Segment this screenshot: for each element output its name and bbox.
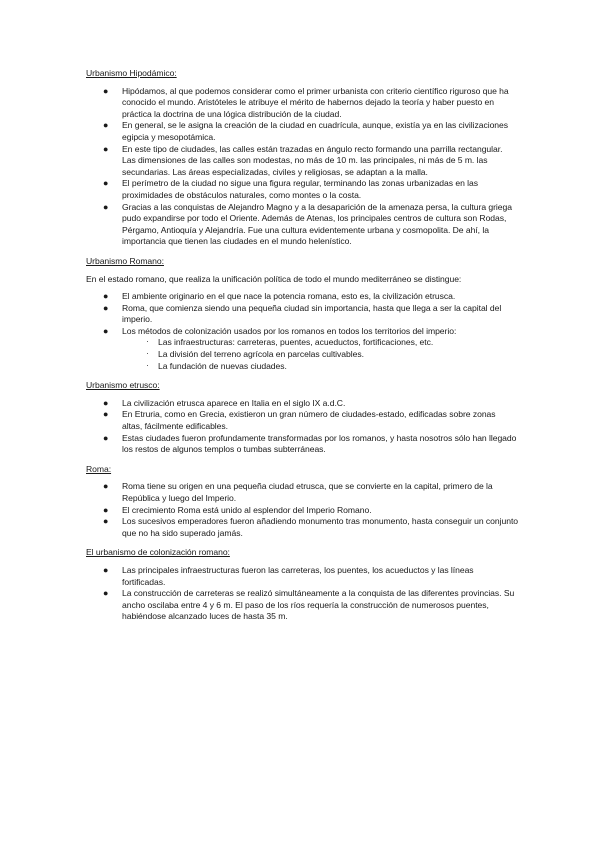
bullet-list bbox=[86, 481, 518, 539]
list-item-text: En este tipo de ciudades, las calles están trazadas en ángulo recto formando una parrilla rectangular. Las dimensiones de las calles son modestas, no más de 10 m. las principales, ni más de 5 m. las secundarias. Las áreas especializadas, civiles y religiosas, se adaptan a la malla. bbox=[122, 143, 503, 177]
bullet-icon: ● bbox=[103, 85, 109, 96]
list-item-text: Las principales infraestructuras fueron las carreteras, los puentes, los acueductos y las líneas fortificadas. bbox=[122, 564, 474, 587]
section-heading: Urbanismo Hipodámico: bbox=[86, 68, 177, 78]
list-item bbox=[86, 588, 518, 623]
section-intro: En el estado romano, que realiza la unificación política de todo el mundo mediterráneo se distingue: bbox=[86, 273, 462, 284]
document-body bbox=[86, 68, 518, 631]
list-item-text: El perímetro de la ciudad no sigue una figura regular, terminando las zonas urbanizadas en las proximidades de obstáculos naturales, como montes o la costa. bbox=[122, 178, 478, 200]
sub-list-item-text: La división del terreno agrícola en parcelas cultivables. bbox=[158, 349, 364, 360]
bullet-icon: ● bbox=[103, 409, 109, 420]
list-item-text: Roma tiene su origen en una pequeña ciudad etrusca, que se convierte en la capital, primero de la República y luego del Imperio. bbox=[122, 481, 493, 503]
bullet-icon: ● bbox=[103, 143, 109, 154]
list-item bbox=[86, 202, 518, 248]
list-item-text: El ambiente originario en el que nace la potencia romana, esto es, la civilización etrusca. bbox=[122, 291, 456, 302]
list-item-text: Estas ciudades fueron profundamente transformadas por los romanos, y hasta nosotros sólo han llegado los restos de algunos templos o tumbas subterráneas. bbox=[122, 432, 517, 455]
section-heading: El urbanismo de colonización romano: bbox=[86, 547, 230, 558]
bullet-icon: ● bbox=[103, 291, 109, 302]
sub-bullet-list bbox=[122, 337, 518, 372]
list-item-text: Gracias a las conquistas de Alejandro Magno y a la desaparición de la amenaza persa, la cultura griega pudo expandirse por todo el Oriente. Además de Atenas, los principales centros de cultura son Rodas, Pérgamo, Antioquía y Alejandría. Fue una cultura evidentemente urbana y cosmopolita. De ahí, la importancia que tienen las ciudades en el mundo helenístico. bbox=[122, 201, 512, 247]
list-item bbox=[86, 178, 518, 201]
list-item bbox=[86, 481, 518, 504]
sub-list-item bbox=[122, 361, 518, 373]
bullet-icon: ● bbox=[103, 201, 109, 212]
bullet-list bbox=[86, 291, 518, 372]
bullet-icon: ● bbox=[103, 397, 109, 408]
list-item bbox=[86, 120, 518, 143]
section-urbanismo-etrusco bbox=[86, 380, 518, 456]
list-item bbox=[86, 409, 518, 432]
sub-list-item bbox=[122, 349, 518, 361]
list-item bbox=[86, 433, 518, 456]
list-item bbox=[86, 516, 518, 539]
bullet-icon: ● bbox=[103, 432, 109, 443]
list-item bbox=[86, 398, 518, 410]
section-heading: Roma: bbox=[86, 463, 112, 474]
sub-bullet-icon: · bbox=[146, 336, 149, 347]
section-heading: Urbanismo Romano: bbox=[86, 255, 164, 266]
list-item bbox=[86, 144, 518, 179]
section-urbanismo-romano bbox=[86, 256, 518, 372]
bullet-icon: ● bbox=[103, 178, 109, 189]
list-item bbox=[86, 303, 518, 326]
bullet-list bbox=[86, 86, 518, 248]
bullet-icon: ● bbox=[103, 481, 109, 492]
bullet-icon: ● bbox=[103, 516, 109, 527]
list-item-text: El crecimiento Roma está unido al esplendor del Imperio Romano. bbox=[122, 504, 372, 515]
list-item-text: La civilización etrusca aparece en Italia en el siglo IX a.d.C. bbox=[122, 397, 346, 408]
bullet-icon: ● bbox=[103, 564, 109, 575]
section-urbanismo-hipodamico bbox=[86, 68, 518, 248]
section-urbanismo-colonizacion bbox=[86, 547, 518, 623]
list-item bbox=[86, 291, 518, 303]
sub-list-item bbox=[122, 337, 518, 349]
bullet-list bbox=[86, 565, 518, 623]
bullet-icon: ● bbox=[103, 504, 109, 515]
sub-list-item-text: Las infraestructuras: carreteras, puentes, acueductos, fortificaciones, etc. bbox=[158, 337, 434, 348]
list-item-text: Hipódamos, al que podemos considerar como el primer urbanista con criterio científico riguroso que ha conocido el mundo. Aristóteles le atribuye el mérito de habernos dejado la teoría y haber puesto en práctica la doctrina de una lógica distribución de la ciudad. bbox=[122, 85, 509, 119]
section-heading: Urbanismo etrusco: bbox=[86, 380, 160, 391]
sub-bullet-icon: · bbox=[146, 359, 149, 370]
sub-list-item-text: La fundación de nuevas ciudades. bbox=[158, 360, 287, 371]
bullet-icon: ● bbox=[103, 120, 109, 131]
list-item bbox=[86, 86, 518, 121]
list-item-text: En general, se le asigna la creación de la ciudad en cuadrícula, aunque, existía ya en las civilizaciones egipcia y mesopotámica. bbox=[122, 120, 509, 142]
bullet-icon: ● bbox=[103, 302, 109, 313]
list-item-text: La construcción de carreteras se realizó simultáneamente a la conquista de las diferentes provincias. Su ancho oscilaba entre 4 y 6 m. El paso de los ríos requería la construcción de numerosos puentes, habiéndose alcanzado luces de hasta 35 m. bbox=[122, 588, 515, 622]
list-item-text: Los sucesivos emperadores fueron añadiendo monumento tras monumento, hasta conseguir un conjunto que no ha sido superado jamás. bbox=[122, 516, 519, 538]
list-item-text: Los métodos de colonización usados por los romanos en todos los territorios del imperio: bbox=[122, 325, 457, 336]
list-item bbox=[86, 505, 518, 517]
bullet-icon: ● bbox=[103, 588, 109, 599]
sub-bullet-icon: · bbox=[146, 348, 149, 359]
section-roma bbox=[86, 464, 518, 540]
bullet-icon: ● bbox=[103, 325, 109, 336]
bullet-list bbox=[86, 398, 518, 456]
list-item bbox=[86, 326, 518, 372]
list-item-text: En Etruria, como en Grecia, existieron un gran número de ciudades-estado, edificadas sobre zonas altas, fácilmente edificables. bbox=[122, 409, 496, 432]
list-item-text: Roma, que comienza siendo una pequeña ciudad sin importancia, hasta que llega a ser la capital del imperio. bbox=[122, 302, 502, 325]
list-item bbox=[86, 565, 518, 588]
